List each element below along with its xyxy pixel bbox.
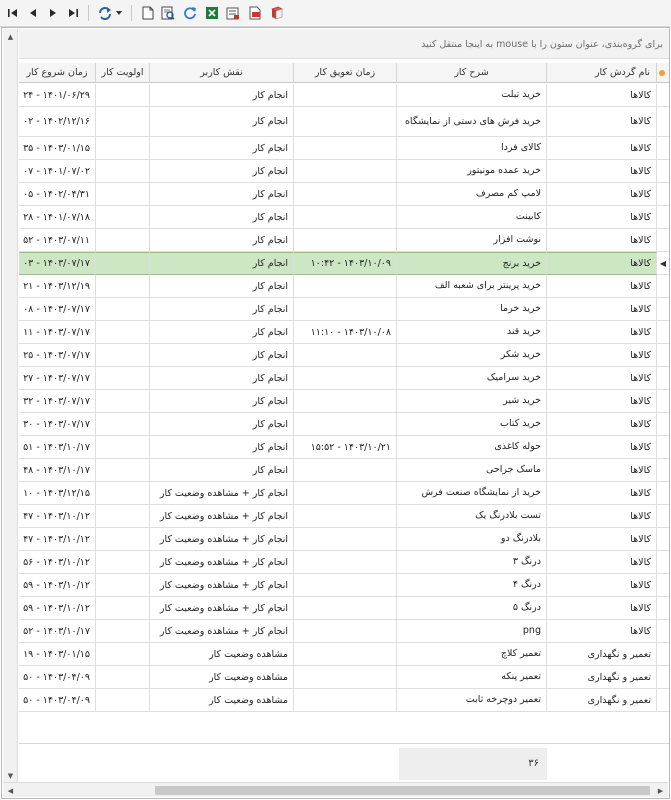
- scroll-down-icon[interactable]: ▼: [7, 771, 14, 780]
- table-row[interactable]: [19, 459, 669, 482]
- next-record-icon[interactable]: [44, 4, 62, 22]
- cell-user-role[interactable]: انجام کار: [150, 413, 294, 436]
- column-header-priority[interactable]: اولویت کار: [96, 63, 150, 83]
- cell-priority[interactable]: [96, 344, 150, 367]
- cell-start-time[interactable]: ۱۴۰۳/۰۷/۱۷ - ۲۷: [19, 367, 96, 390]
- cell-delay-time[interactable]: [294, 137, 397, 160]
- cell-delay-time[interactable]: [294, 666, 397, 689]
- cell-start-time[interactable]: ۱۴۰۳/۱۲/۱۵ - ۱۰: [19, 482, 96, 505]
- cell-delay-time[interactable]: [294, 183, 397, 206]
- cell-priority[interactable]: [96, 206, 150, 229]
- cell-workflow[interactable]: کالاها: [547, 252, 657, 275]
- cell-priority[interactable]: [96, 321, 150, 344]
- row-indicator[interactable]: [657, 84, 669, 107]
- cell-start-time[interactable]: ۱۴۰۳/۱۰/۱۲ - ۴۷: [19, 505, 96, 528]
- cell-delay-time[interactable]: [294, 413, 397, 436]
- cell-workflow[interactable]: کالاها: [547, 482, 657, 505]
- row-indicator[interactable]: [657, 689, 669, 712]
- cell-start-time[interactable]: ۱۴۰۱/۰۶/۲۹ - ۲۴: [19, 84, 96, 107]
- cell-delay-time[interactable]: [294, 597, 397, 620]
- table-row[interactable]: [19, 666, 669, 689]
- cell-user-role[interactable]: انجام کار + مشاهده وضعیت کار: [150, 482, 294, 505]
- table-row[interactable]: [19, 551, 669, 574]
- table-row[interactable]: [19, 620, 669, 643]
- cell-start-time[interactable]: ۱۴۰۳/۱۲/۱۹ - ۲۱: [19, 275, 96, 298]
- table-row[interactable]: [19, 107, 669, 137]
- column-header-user-role[interactable]: نقش کاربر: [150, 63, 294, 83]
- cell-start-time[interactable]: ۱۴۰۳/۰۷/۱۷ - ۳۰: [19, 413, 96, 436]
- cell-workflow[interactable]: تعمیر و نگهداری: [547, 666, 657, 689]
- cell-description[interactable]: خرید شیر: [397, 390, 547, 413]
- row-indicator[interactable]: [657, 482, 669, 505]
- table-row[interactable]: [19, 528, 669, 551]
- cell-workflow[interactable]: کالاها: [547, 206, 657, 229]
- toolbar: [0, 0, 671, 27]
- row-indicator[interactable]: [657, 620, 669, 643]
- column-header-workflow[interactable]: نام گردش کار: [547, 63, 657, 83]
- pdf-export-icon[interactable]: [246, 4, 264, 22]
- cell-start-time[interactable]: ۱۴۰۳/۰۷/۱۷ - ۲۵: [19, 344, 96, 367]
- row-indicator[interactable]: [657, 597, 669, 620]
- table-row[interactable]: [19, 482, 669, 505]
- cell-description[interactable]: درنگ ۴: [397, 574, 547, 597]
- last-record-icon[interactable]: [64, 4, 82, 22]
- vertical-scrollbar[interactable]: [3, 29, 18, 783]
- group-by-hint: برای گروه‌بندی، عنوان ستون را با mouse به اینجا منتقل کنید: [421, 39, 663, 50]
- cell-delay-time[interactable]: ۱۴۰۳/۱۰/۰۹ - ۱۰:۴۲: [294, 252, 397, 275]
- table-row[interactable]: [19, 275, 669, 298]
- cell-description[interactable]: کالای فردا: [397, 137, 547, 160]
- cell-start-time[interactable]: ۱۴۰۳/۰۴/۰۹ - ۵۰: [19, 689, 96, 712]
- table-row[interactable]: [19, 160, 669, 183]
- table-row[interactable]: [19, 206, 669, 229]
- row-indicator[interactable]: [657, 344, 669, 367]
- cell-delay-time[interactable]: ۱۴۰۳/۱۰/۲۱ - ۱۵:۵۲: [294, 436, 397, 459]
- cell-user-role[interactable]: انجام کار: [150, 390, 294, 413]
- row-indicator[interactable]: [657, 275, 669, 298]
- table-row[interactable]: [19, 84, 669, 107]
- cell-user-role[interactable]: مشاهده وضعیت کار: [150, 689, 294, 712]
- cell-user-role[interactable]: مشاهده وضعیت کار: [150, 643, 294, 666]
- cell-description[interactable]: درنگ ۵: [397, 597, 547, 620]
- cell-user-role[interactable]: انجام کار: [150, 459, 294, 482]
- cell-description[interactable]: تعمیر پنکه: [397, 666, 547, 689]
- row-indicator[interactable]: [657, 413, 669, 436]
- cell-description[interactable]: خرید برنج: [397, 252, 547, 275]
- cell-delay-time[interactable]: [294, 390, 397, 413]
- cell-user-role[interactable]: انجام کار: [150, 137, 294, 160]
- cell-workflow[interactable]: تعمیر و نگهداری: [547, 643, 657, 666]
- table-row[interactable]: [19, 390, 669, 413]
- cell-user-role[interactable]: انجام کار: [150, 367, 294, 390]
- cell-delay-time[interactable]: [294, 551, 397, 574]
- table-row[interactable]: [19, 298, 669, 321]
- cell-start-time[interactable]: ۱۴۰۳/۱۰/۱۷ - ۵۱: [19, 436, 96, 459]
- cell-workflow[interactable]: کالاها: [547, 390, 657, 413]
- cell-user-role[interactable]: انجام کار: [150, 321, 294, 344]
- column-header-start-time[interactable]: زمان شروع کار: [19, 63, 96, 83]
- row-indicator[interactable]: [657, 321, 669, 344]
- cell-start-time[interactable]: ۱۴۰۳/۱۰/۱۲ - ۴۷: [19, 528, 96, 551]
- cell-description[interactable]: خرید خرما: [397, 298, 547, 321]
- cell-priority[interactable]: [96, 459, 150, 482]
- cell-description[interactable]: تعمیر دوچرخه ثابت: [397, 689, 547, 712]
- first-record-icon[interactable]: [4, 4, 22, 22]
- cell-workflow[interactable]: کالاها: [547, 551, 657, 574]
- cell-workflow[interactable]: کالاها: [547, 137, 657, 160]
- cell-priority[interactable]: [96, 689, 150, 712]
- cell-start-time[interactable]: ۱۴۰۳/۰۷/۱۷ - ۰۳: [19, 252, 96, 275]
- cell-workflow[interactable]: کالاها: [547, 597, 657, 620]
- table-row[interactable]: [19, 505, 669, 528]
- cell-description[interactable]: خرید فرش های دستی از نمایشگاه: [397, 107, 547, 137]
- cell-description[interactable]: png: [397, 620, 547, 643]
- cell-delay-time[interactable]: [294, 505, 397, 528]
- cell-priority[interactable]: [96, 107, 150, 137]
- cell-priority[interactable]: [96, 137, 150, 160]
- header-indicator: [657, 63, 669, 83]
- cell-priority[interactable]: [96, 413, 150, 436]
- row-indicator[interactable]: [657, 298, 669, 321]
- cell-start-time[interactable]: ۱۴۰۳/۰۷/۱۷ - ۰۸: [19, 298, 96, 321]
- table-row[interactable]: [19, 643, 669, 666]
- cell-priority[interactable]: [96, 229, 150, 252]
- table-row[interactable]: [19, 183, 669, 206]
- cell-workflow[interactable]: کالاها: [547, 344, 657, 367]
- cell-workflow[interactable]: کالاها: [547, 620, 657, 643]
- cell-description[interactable]: تست بلادرنگ یک: [397, 505, 547, 528]
- cell-user-role[interactable]: مشاهده وضعیت کار: [150, 666, 294, 689]
- horizontal-scroll-thumb[interactable]: [155, 786, 650, 795]
- cell-start-time[interactable]: ۱۴۰۳/۰۴/۰۹ - ۵۰: [19, 666, 96, 689]
- cell-start-time[interactable]: ۱۴۰۳/۰۷/۱۷ - ۱۱: [19, 321, 96, 344]
- cell-workflow[interactable]: کالاها: [547, 229, 657, 252]
- cell-workflow[interactable]: تعمیر و نگهداری: [547, 689, 657, 712]
- cell-priority[interactable]: [96, 367, 150, 390]
- cell-user-role[interactable]: انجام کار: [150, 107, 294, 137]
- cell-user-role[interactable]: انجام کار: [150, 229, 294, 252]
- row-indicator[interactable]: [657, 436, 669, 459]
- row-indicator[interactable]: [657, 137, 669, 160]
- cell-user-role[interactable]: انجام کار + مشاهده وضعیت کار: [150, 574, 294, 597]
- row-indicator[interactable]: [657, 160, 669, 183]
- cell-priority[interactable]: [96, 84, 150, 107]
- cell-priority[interactable]: [96, 390, 150, 413]
- reload-icon[interactable]: [181, 4, 199, 22]
- row-indicator[interactable]: [657, 574, 669, 597]
- row-indicator[interactable]: [657, 643, 669, 666]
- cell-delay-time[interactable]: [294, 107, 397, 137]
- cell-priority[interactable]: [96, 482, 150, 505]
- cell-user-role[interactable]: انجام کار: [150, 160, 294, 183]
- group-by-panel[interactable]: [19, 29, 669, 59]
- cell-description[interactable]: خرید از نمایشگاه صنعت فرش: [397, 482, 547, 505]
- previous-record-icon[interactable]: [24, 4, 42, 22]
- grid-footer: [19, 743, 669, 783]
- cell-description[interactable]: خرید پرینتر برای شعبه الف: [397, 275, 547, 298]
- excel-export-icon[interactable]: [203, 4, 221, 22]
- row-indicator[interactable]: [657, 229, 669, 252]
- cell-user-role[interactable]: انجام کار + مشاهده وضعیت کار: [150, 528, 294, 551]
- cell-workflow[interactable]: کالاها: [547, 107, 657, 137]
- cell-priority[interactable]: [96, 551, 150, 574]
- cell-user-role[interactable]: انجام کار: [150, 206, 294, 229]
- cell-priority[interactable]: [96, 436, 150, 459]
- cell-start-time[interactable]: ۱۴۰۳/۰۷/۱۱ - ۵۲: [19, 229, 96, 252]
- cell-workflow[interactable]: کالاها: [547, 459, 657, 482]
- cell-delay-time[interactable]: [294, 459, 397, 482]
- book-icon[interactable]: [268, 4, 286, 22]
- dropdown-arrow-icon[interactable]: [114, 4, 124, 22]
- cell-delay-time[interactable]: [294, 574, 397, 597]
- column-header-description[interactable]: شرح کار: [397, 63, 547, 83]
- cell-start-time[interactable]: ۱۴۰۳/۰۱/۱۵ - ۳۵: [19, 137, 96, 160]
- cell-user-role[interactable]: انجام کار: [150, 298, 294, 321]
- table-row[interactable]: [19, 574, 669, 597]
- row-indicator[interactable]: [657, 390, 669, 413]
- cell-workflow[interactable]: کالاها: [547, 298, 657, 321]
- cell-delay-time[interactable]: [294, 84, 397, 107]
- cell-priority[interactable]: [96, 183, 150, 206]
- table-row[interactable]: [19, 597, 669, 620]
- cell-delay-time[interactable]: [294, 275, 397, 298]
- cell-priority[interactable]: [96, 620, 150, 643]
- cell-start-time[interactable]: ۱۴۰۲/۱۲/۱۶ - ۰۲: [19, 107, 96, 137]
- row-indicator[interactable]: [657, 666, 669, 689]
- cell-priority[interactable]: [96, 643, 150, 666]
- cell-workflow[interactable]: کالاها: [547, 84, 657, 107]
- cell-description[interactable]: خرید عمده مونیتور: [397, 160, 547, 183]
- cell-user-role[interactable]: انجام کار + مشاهده وضعیت کار: [150, 620, 294, 643]
- cell-priority[interactable]: [96, 160, 150, 183]
- cell-description[interactable]: کابینت: [397, 206, 547, 229]
- cell-user-role[interactable]: انجام کار: [150, 275, 294, 298]
- cell-user-role[interactable]: انجام کار: [150, 252, 294, 275]
- cell-delay-time[interactable]: [294, 482, 397, 505]
- cell-start-time[interactable]: ۱۴۰۳/۱۰/۱۲ - ۵۹: [19, 597, 96, 620]
- cell-priority[interactable]: [96, 597, 150, 620]
- cell-start-time[interactable]: ۱۴۰۳/۰۱/۱۵ - ۱۹: [19, 643, 96, 666]
- cell-start-time[interactable]: ۱۴۰۳/۱۰/۱۲ - ۵۹: [19, 574, 96, 597]
- cell-priority[interactable]: [96, 574, 150, 597]
- cell-delay-time[interactable]: [294, 344, 397, 367]
- cell-delay-time[interactable]: [294, 229, 397, 252]
- cell-workflow[interactable]: کالاها: [547, 183, 657, 206]
- scroll-up-icon[interactable]: ▲: [7, 32, 14, 41]
- cell-workflow[interactable]: کالاها: [547, 574, 657, 597]
- row-indicator[interactable]: [657, 528, 669, 551]
- report-icon[interactable]: [224, 4, 242, 22]
- row-pointer-icon[interactable]: ◀: [657, 252, 669, 275]
- cell-priority[interactable]: [96, 275, 150, 298]
- cell-workflow[interactable]: کالاها: [547, 436, 657, 459]
- cell-priority[interactable]: [96, 505, 150, 528]
- table-row[interactable]: [19, 229, 669, 252]
- row-indicator[interactable]: [657, 459, 669, 482]
- cell-description[interactable]: بلادرنگ دو: [397, 528, 547, 551]
- cell-delay-time[interactable]: ۱۴۰۳/۱۰/۰۸ - ۱۱:۱۰: [294, 321, 397, 344]
- refresh-dropdown-icon[interactable]: [96, 4, 114, 22]
- cell-start-time[interactable]: ۱۴۰۳/۱۰/۱۷ - ۴۸: [19, 459, 96, 482]
- cell-start-time[interactable]: ۱۴۰۱/۰۷/۱۸ - ۲۸: [19, 206, 96, 229]
- cell-description[interactable]: نوشت افزار: [397, 229, 547, 252]
- table-row[interactable]: [19, 689, 669, 712]
- cell-workflow[interactable]: کالاها: [547, 275, 657, 298]
- cell-workflow[interactable]: کالاها: [547, 321, 657, 344]
- cell-priority[interactable]: [96, 252, 150, 275]
- cell-priority[interactable]: [96, 528, 150, 551]
- cell-user-role[interactable]: انجام کار + مشاهده وضعیت کار: [150, 551, 294, 574]
- cell-description[interactable]: حوله کاغذی: [397, 436, 547, 459]
- cell-user-role[interactable]: انجام کار + مشاهده وضعیت کار: [150, 597, 294, 620]
- cell-start-time[interactable]: ۱۴۰۳/۱۰/۱۲ - ۵۶: [19, 551, 96, 574]
- cell-user-role[interactable]: انجام کار: [150, 436, 294, 459]
- record-count: ۳۶: [399, 748, 547, 780]
- row-indicator[interactable]: [657, 551, 669, 574]
- cell-workflow[interactable]: کالاها: [547, 367, 657, 390]
- cell-user-role[interactable]: انجام کار: [150, 344, 294, 367]
- cell-delay-time[interactable]: [294, 160, 397, 183]
- cell-delay-time[interactable]: [294, 643, 397, 666]
- horizontal-scrollbar[interactable]: [3, 782, 668, 797]
- row-indicator[interactable]: [657, 183, 669, 206]
- grid-frame: [1, 27, 670, 799]
- cell-workflow[interactable]: کالاها: [547, 413, 657, 436]
- column-header-delay-time[interactable]: زمان تعویق کار: [294, 63, 397, 83]
- table-row[interactable]: [19, 344, 669, 367]
- cell-user-role[interactable]: انجام کار: [150, 183, 294, 206]
- table-row[interactable]: [19, 367, 669, 390]
- cell-delay-time[interactable]: [294, 298, 397, 321]
- table-row[interactable]: [19, 436, 669, 459]
- scroll-left-icon[interactable]: ◀: [7, 786, 14, 795]
- cell-delay-time[interactable]: [294, 367, 397, 390]
- table-row[interactable]: [19, 321, 669, 344]
- cell-description[interactable]: خرید سرامیک: [397, 367, 547, 390]
- cell-description[interactable]: خرید شکر: [397, 344, 547, 367]
- cell-user-role[interactable]: انجام کار + مشاهده وضعیت کار: [150, 505, 294, 528]
- cell-workflow[interactable]: کالاها: [547, 528, 657, 551]
- row-indicator[interactable]: [657, 206, 669, 229]
- table-row[interactable]: [19, 137, 669, 160]
- row-indicator[interactable]: [657, 107, 669, 137]
- cell-user-role[interactable]: انجام کار: [150, 84, 294, 107]
- cell-description[interactable]: خرید تبلت: [397, 84, 547, 107]
- cell-start-time[interactable]: ۱۴۰۱/۰۷/۰۲ - ۰۷: [19, 160, 96, 183]
- cell-description[interactable]: خرید کتاب: [397, 413, 547, 436]
- cell-workflow[interactable]: کالاها: [547, 160, 657, 183]
- cell-description[interactable]: درنگ ۳: [397, 551, 547, 574]
- cell-priority[interactable]: [96, 666, 150, 689]
- cell-priority[interactable]: [96, 298, 150, 321]
- cell-start-time[interactable]: ۱۴۰۳/۰۷/۱۷ - ۳۲: [19, 390, 96, 413]
- print-preview-icon[interactable]: [159, 4, 177, 22]
- cell-workflow[interactable]: کالاها: [547, 505, 657, 528]
- cell-description[interactable]: خرید قند: [397, 321, 547, 344]
- cell-start-time[interactable]: ۱۴۰۲/۰۴/۳۱ - ۰۵: [19, 183, 96, 206]
- row-indicator[interactable]: [657, 505, 669, 528]
- cell-delay-time[interactable]: [294, 528, 397, 551]
- cell-description[interactable]: ماسک جراحی: [397, 459, 547, 482]
- cell-delay-time[interactable]: [294, 689, 397, 712]
- cell-delay-time[interactable]: [294, 206, 397, 229]
- row-indicator[interactable]: [657, 367, 669, 390]
- new-document-icon[interactable]: [139, 4, 157, 22]
- table-row[interactable]: [19, 413, 669, 436]
- cell-description[interactable]: تعمیر کلاچ: [397, 643, 547, 666]
- scroll-right-icon[interactable]: ▶: [657, 786, 664, 795]
- cell-start-time[interactable]: ۱۴۰۳/۱۰/۱۷ - ۵۲: [19, 620, 96, 643]
- table-row[interactable]: [19, 252, 669, 275]
- cell-description[interactable]: لامپ کم مصرف: [397, 183, 547, 206]
- cell-delay-time[interactable]: [294, 620, 397, 643]
